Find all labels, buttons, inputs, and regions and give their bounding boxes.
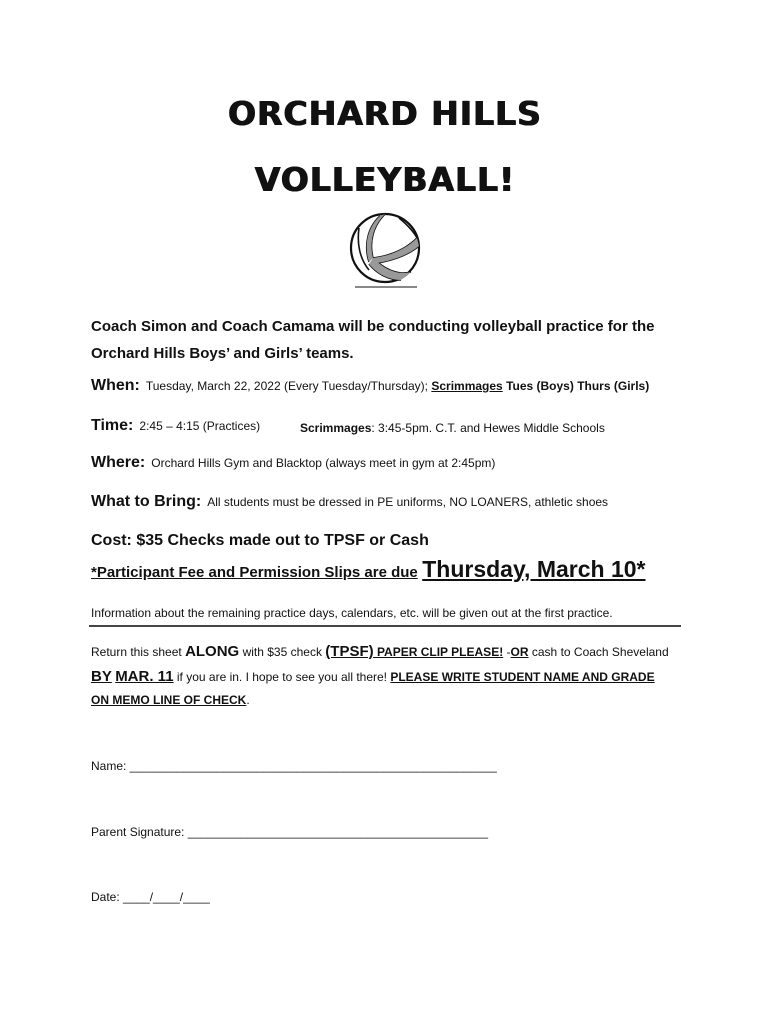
title-line-2: VOLLEYBALL! (254, 160, 516, 199)
time-text: 2:45 – 4:15 (Practices) (139, 419, 261, 433)
when-row (91, 377, 649, 395)
return-p1: Return this sheet (91, 645, 186, 659)
return-mar: MAR. 11 (115, 668, 174, 685)
bring-label: What to Bring: (91, 493, 202, 510)
where-label: Where: (91, 454, 146, 471)
when-scrimmages-label: Scrimmages (431, 379, 503, 393)
where-text: Orchard Hills Gym and Blacktop (always meet in gym at 2:45pm) (151, 456, 496, 470)
return-line-2 (91, 668, 655, 685)
due-text: *Participant Fee and Permission Slips are due (91, 564, 418, 581)
time-scrimmages (300, 421, 605, 435)
return-dash: - (503, 645, 511, 659)
when-scrimmages-text: Tues (Boys) Thurs (Girls) (502, 379, 650, 393)
due-date: Thursday, March 10* (422, 556, 646, 582)
return-line-3 (91, 693, 250, 707)
due-line (91, 556, 646, 583)
cost-line: Cost: $35 Checks made out to TPSF or Cash (91, 532, 429, 549)
when-text: Tuesday, March 22, 2022 (Every Tuesday/Thursday); (145, 379, 429, 393)
bring-text: All students must be dressed in PE uniforms, NO LOANERS, athletic shoes (207, 495, 609, 509)
return-p4: if you are in. I hope to see you all there! (173, 670, 391, 684)
return-period: . (246, 693, 250, 707)
return-memo: ON MEMO LINE OF CHECK (91, 693, 247, 707)
return-p3: cash to Coach Sheveland (528, 645, 669, 659)
date-field[interactable]: Date: ____/____/____ (91, 890, 210, 904)
time-scrimmages-text: : 3:45-5pm. C.T. and Hewes Middle Schools (371, 421, 605, 435)
return-line-1 (91, 643, 669, 660)
where-row (91, 454, 495, 472)
intro-line-2: Orchard Hills Boys’ and Girls’ teams. (91, 345, 354, 362)
bring-row (91, 493, 608, 511)
parent-signature-field[interactable]: Parent Signature: _____________________________________________ (91, 825, 489, 839)
name-field[interactable]: Name: _______________________________________________________ (91, 759, 497, 773)
return-by: BY (91, 668, 112, 685)
info-line: Information about the remaining practice days, calendars, etc. will be given out at the first practice. (91, 606, 613, 620)
return-or: OR (510, 645, 529, 659)
time-row (91, 417, 260, 435)
return-tpsf: (TPSF) (325, 643, 374, 660)
return-paperclip: PAPER CLIP PLEASE! (373, 645, 504, 659)
return-please: PLEASE WRITE STUDENT NAME AND GRADE (390, 670, 655, 684)
return-p2: with $35 check (239, 645, 326, 659)
title-line-1: ORCHARD HILLS (228, 94, 542, 133)
divider (89, 625, 681, 627)
time-scrimmages-label: Scrimmages (300, 421, 372, 435)
intro-text (91, 313, 654, 367)
return-along: ALONG (185, 643, 240, 660)
when-label: When: (91, 377, 140, 394)
intro-line-1: Coach Simon and Coach Camama will be conducting volleyball practice for the (91, 318, 655, 335)
volleyball-icon (349, 212, 423, 292)
time-label: Time: (91, 417, 134, 434)
